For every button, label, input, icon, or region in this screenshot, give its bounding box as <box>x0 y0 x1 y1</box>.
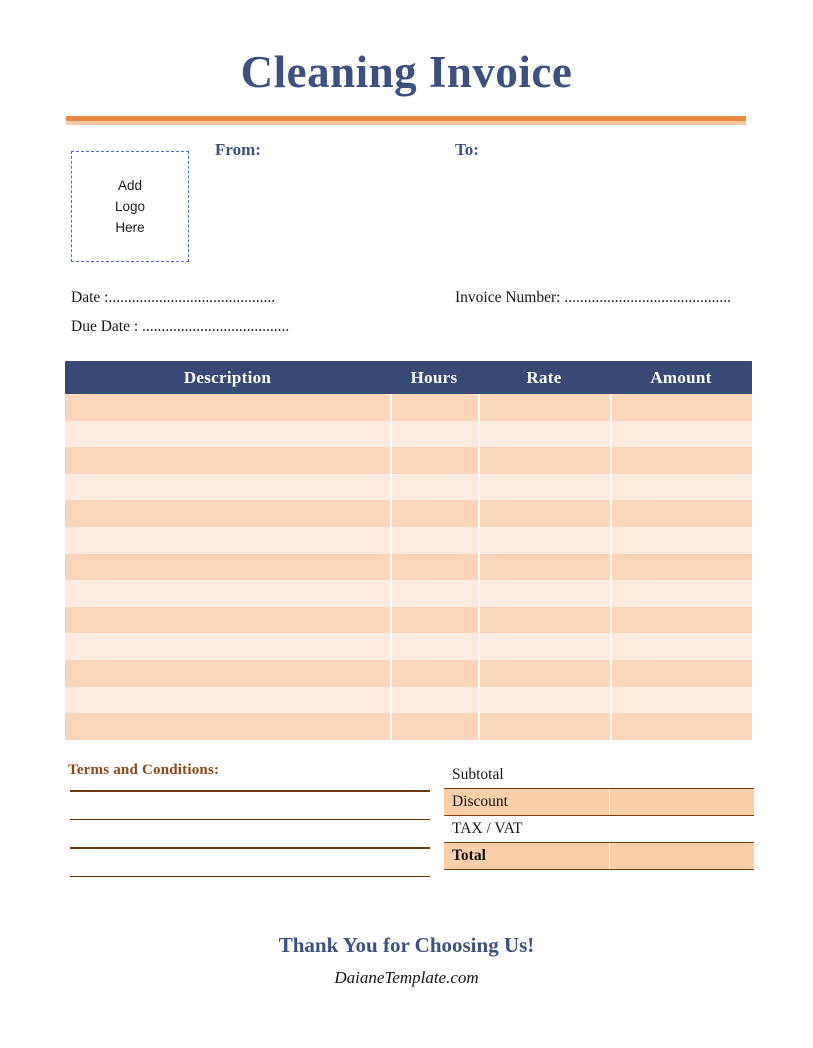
cell-amount[interactable] <box>610 527 752 554</box>
cell-hours[interactable] <box>390 607 478 634</box>
brand-watermark: DaianeTemplate.com <box>334 968 479 987</box>
invoice-number-field[interactable]: Invoice Number: ........................................... <box>455 289 731 306</box>
cell-hours[interactable] <box>390 447 478 474</box>
cell-amount[interactable] <box>610 554 752 581</box>
column-header-amount: Amount <box>650 367 712 387</box>
table-row[interactable] <box>65 394 752 421</box>
table-row[interactable] <box>65 500 752 527</box>
cell-description[interactable] <box>65 607 390 634</box>
due-date-field[interactable]: Due Date : ...................................... <box>71 318 290 335</box>
to-label: To: <box>455 140 479 159</box>
logo-placeholder-line-2: Logo <box>114 199 146 214</box>
column-header-description: Description <box>183 367 272 387</box>
totals-row <box>444 762 754 789</box>
cell-rate[interactable] <box>478 660 610 687</box>
cell-amount[interactable] <box>610 421 752 448</box>
cell-description[interactable] <box>65 421 390 448</box>
cell-amount[interactable] <box>610 660 752 687</box>
cell-rate[interactable] <box>478 580 610 607</box>
cell-rate[interactable] <box>478 394 610 421</box>
totals-value[interactable] <box>609 789 754 815</box>
cell-hours[interactable] <box>390 713 478 740</box>
line-items-table <box>65 361 752 740</box>
cell-description[interactable] <box>65 580 390 607</box>
cell-hours[interactable] <box>390 580 478 607</box>
cell-amount[interactable] <box>610 394 752 421</box>
table-row[interactable] <box>65 713 752 740</box>
logo-placeholder-line-1: Add <box>117 178 143 193</box>
table-row[interactable] <box>65 607 752 634</box>
from-label: From: <box>215 140 261 159</box>
table-row[interactable] <box>65 633 752 660</box>
cell-hours[interactable] <box>390 633 478 660</box>
table-row[interactable] <box>65 527 752 554</box>
table-header-row <box>65 361 752 394</box>
cell-hours[interactable] <box>390 687 478 714</box>
cell-hours[interactable] <box>390 527 478 554</box>
cell-description[interactable] <box>65 447 390 474</box>
cell-description[interactable] <box>65 554 390 581</box>
totals-row <box>444 816 754 843</box>
totals-value[interactable] <box>609 843 754 869</box>
totals-row <box>444 843 754 870</box>
cell-amount[interactable] <box>610 687 752 714</box>
table-row[interactable] <box>65 687 752 714</box>
date-field[interactable]: Date :........................................... <box>71 289 276 306</box>
cell-description[interactable] <box>65 633 390 660</box>
cell-hours[interactable] <box>390 500 478 527</box>
cell-rate[interactable] <box>478 527 610 554</box>
table-row[interactable] <box>65 421 752 448</box>
cell-description[interactable] <box>65 474 390 501</box>
thank-you-message: Thank You for Choosing Us! <box>278 933 535 957</box>
cell-rate[interactable] <box>478 447 610 474</box>
cell-description[interactable] <box>65 713 390 740</box>
cell-rate[interactable] <box>478 421 610 448</box>
cell-rate[interactable] <box>478 500 610 527</box>
header-divider-bar <box>66 116 746 125</box>
totals-label: Subtotal <box>452 766 504 783</box>
totals-row <box>444 789 754 816</box>
totals-value[interactable] <box>609 762 754 788</box>
cell-description[interactable] <box>65 660 390 687</box>
cell-hours[interactable] <box>390 394 478 421</box>
page-title: Cleaning Invoice <box>240 47 573 97</box>
cell-hours[interactable] <box>390 660 478 687</box>
logo-placeholder-line-3: Here <box>115 220 145 235</box>
cell-rate[interactable] <box>478 607 610 634</box>
column-header-rate: Rate <box>526 367 562 387</box>
logo-placeholder-box[interactable] <box>71 151 189 262</box>
totals-table <box>444 762 754 870</box>
terms-line[interactable] <box>70 847 430 849</box>
cell-amount[interactable] <box>610 713 752 740</box>
divider-bottom-stripe <box>66 121 746 125</box>
column-header-hours: Hours <box>410 367 458 387</box>
cell-amount[interactable] <box>610 447 752 474</box>
cell-description[interactable] <box>65 500 390 527</box>
cell-rate[interactable] <box>478 713 610 740</box>
cell-rate[interactable] <box>478 554 610 581</box>
totals-label: TAX / VAT <box>452 820 523 837</box>
cell-hours[interactable] <box>390 421 478 448</box>
table-body <box>65 394 752 740</box>
terms-line[interactable] <box>70 819 430 821</box>
cell-rate[interactable] <box>478 633 610 660</box>
table-row[interactable] <box>65 580 752 607</box>
totals-label: Discount <box>452 793 508 810</box>
terms-line[interactable] <box>70 876 430 878</box>
terms-write-in-lines[interactable] <box>70 790 430 904</box>
table-row[interactable] <box>65 447 752 474</box>
cell-amount[interactable] <box>610 633 752 660</box>
cell-hours[interactable] <box>390 474 478 501</box>
terms-line[interactable] <box>70 790 430 792</box>
table-row[interactable] <box>65 660 752 687</box>
cell-description[interactable] <box>65 527 390 554</box>
cell-description[interactable] <box>65 394 390 421</box>
totals-value[interactable] <box>609 816 754 842</box>
table-row[interactable] <box>65 474 752 501</box>
cell-rate[interactable] <box>478 687 610 714</box>
cell-hours[interactable] <box>390 554 478 581</box>
cell-amount[interactable] <box>610 607 752 634</box>
totals-label: Total <box>452 847 486 864</box>
cell-amount[interactable] <box>610 474 752 501</box>
cell-amount[interactable] <box>610 580 752 607</box>
terms-and-conditions-title: Terms and Conditions: <box>68 762 220 778</box>
cell-amount[interactable] <box>610 500 752 527</box>
cell-description[interactable] <box>65 687 390 714</box>
table-row[interactable] <box>65 554 752 581</box>
cell-rate[interactable] <box>478 474 610 501</box>
